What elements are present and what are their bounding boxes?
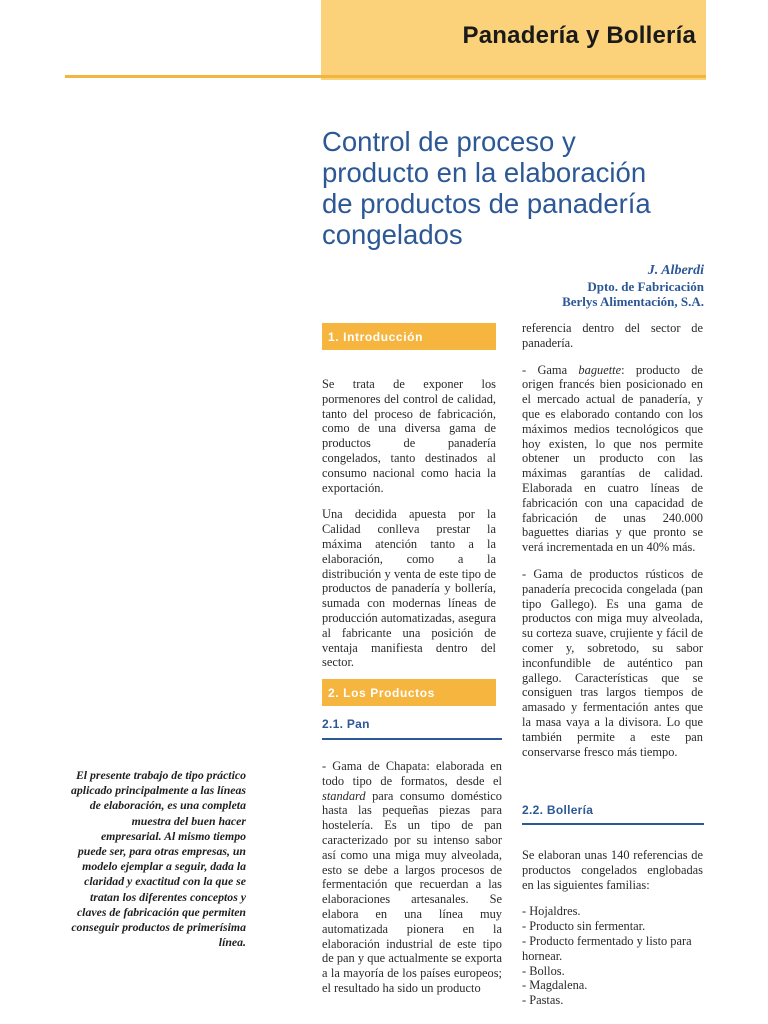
subheading-bolleria-rule [522, 823, 704, 825]
list-item: - Magdalena. [522, 978, 588, 993]
list-item: - Hojaldres. [522, 904, 581, 919]
byline [562, 263, 704, 310]
pan-text-em: standard [322, 788, 366, 803]
company: Berlys Alimentación, S.A. [562, 294, 704, 309]
column-3-bolleria [522, 848, 703, 1008]
column-3 [522, 321, 703, 771]
col3-paragraph-rusticos: - Gama de productos rústicos de panadería precocida congelada (pan tipo Gallego). Es una gama de productos con miga muy alveolada, su corteza suave, crujiente y fácil de comer y, sobretodo, su sabor inconfundible de auténtico pan gallego. Características que se consiguen tras largos tiempos de amasado y fermentación antes que la masa vaya a la divisora. Lo que también permite a este pan conservarse fresco más tiempo. [522, 566, 703, 759]
baguette-text-b: : producto de origen francés bien posicionado en el mercado actual de panadería, y que es elaborado contando con los máximos medios tecnológicos que hoy existen, lo que nos permite obtener un producto con las máximas garantías de calidad. Elaborada en cuatro líneas de fabricación con una capacidad de fabricación de unas 240.000 baguettes diarias y que pronto se verá incrementada en un 40% más. [522, 362, 703, 555]
section-heading-introduccion: 1. Introducción [322, 323, 496, 350]
section-heading-productos: 2. Los Productos [322, 679, 496, 706]
subheading-pan: 2.1. Pan [322, 717, 370, 731]
sidebar-quote: El presente trabajo de tipo práctico aplicado principalmente a las líneas de elaboración, es una completa muestra del buen hacer empresarial. Al mismo tiempo puede ser, para otras empresas, un modelo ejemplar a seguir, dada la claridad y exactitud con la que se tratan los diferentes conceptos y claves de fabricación que permiten conseguir productos de primerísima línea. [71, 768, 246, 950]
title-line-3: de productos de panadería [322, 188, 651, 219]
intro-paragraph-1: Se trata de exponer los pormenores del control de calidad, tanto del proceso de fabricación, como de una diversa gama de productos de panadería congelados, tanto destinados al consumo nacional como hacia la exportación. [322, 377, 496, 495]
title-line-1: Control de proceso y [322, 126, 576, 157]
baguette-text-em: baguette [578, 362, 622, 377]
section-header-title: Panadería y Bollería [462, 22, 696, 49]
article-title [322, 126, 722, 250]
list-item: - Pastas. [522, 993, 564, 1008]
header-rule [65, 75, 706, 78]
subheading-bolleria: 2.2. Bollería [522, 803, 594, 817]
column-2-pan [322, 759, 502, 1008]
pan-paragraph-chapata [322, 759, 502, 996]
column-2-intro [322, 377, 496, 682]
list-item: - Bollos. [522, 963, 565, 978]
title-line-2: producto en la elaboración [322, 157, 647, 188]
bolleria-intro: Se elaboran unas 140 referencias de productos congelados englobadas en las siguientes familias: [522, 848, 703, 892]
subheading-pan-rule [322, 738, 502, 740]
pan-text-b: para consumo doméstico hasta las pequeñas piezas para hostelería. Es un tipo de pan caracterizado por su intenso sabor así como una miga muy alveolada, esto se debe a largos procesos de fermentación que recuerdan a las elaboraciones artesanales. Se elabora en una línea muy automatizada pionera en la elaboración industrial de este tipo de pan y que actualmente se exporta a la mayoría de los países europeos; el resultado ha sido un producto [322, 788, 502, 995]
list-item: - Producto fermentado y listo para hornear. [522, 933, 692, 963]
title-line-4: congelados [322, 219, 463, 250]
baguette-text-a: - Gama [522, 362, 579, 377]
col3-paragraph-1: referencia dentro del sector de panadería. [522, 321, 703, 350]
author: J. Alberdi [647, 263, 704, 278]
bolleria-list [522, 904, 703, 1008]
col3-paragraph-baguette [522, 363, 703, 555]
pan-text-a: - Gama de Chapata: elaborada en todo tipo de formatos, desde el [322, 759, 502, 788]
intro-paragraph-2: Una decidida apuesta por la Calidad conlleva prestar la máxima atención tanto a la elaboración, como a la distribución y venta de este tipo de productos de panadería y bollería, sumada con modernas líneas de producción automatizadas, asegura al fabricante una posición de ventaja manifiesta dentro del sector. [322, 507, 496, 670]
department: Dpto. de Fabricación [587, 278, 704, 294]
list-item: - Producto sin fermentar. [522, 919, 646, 934]
